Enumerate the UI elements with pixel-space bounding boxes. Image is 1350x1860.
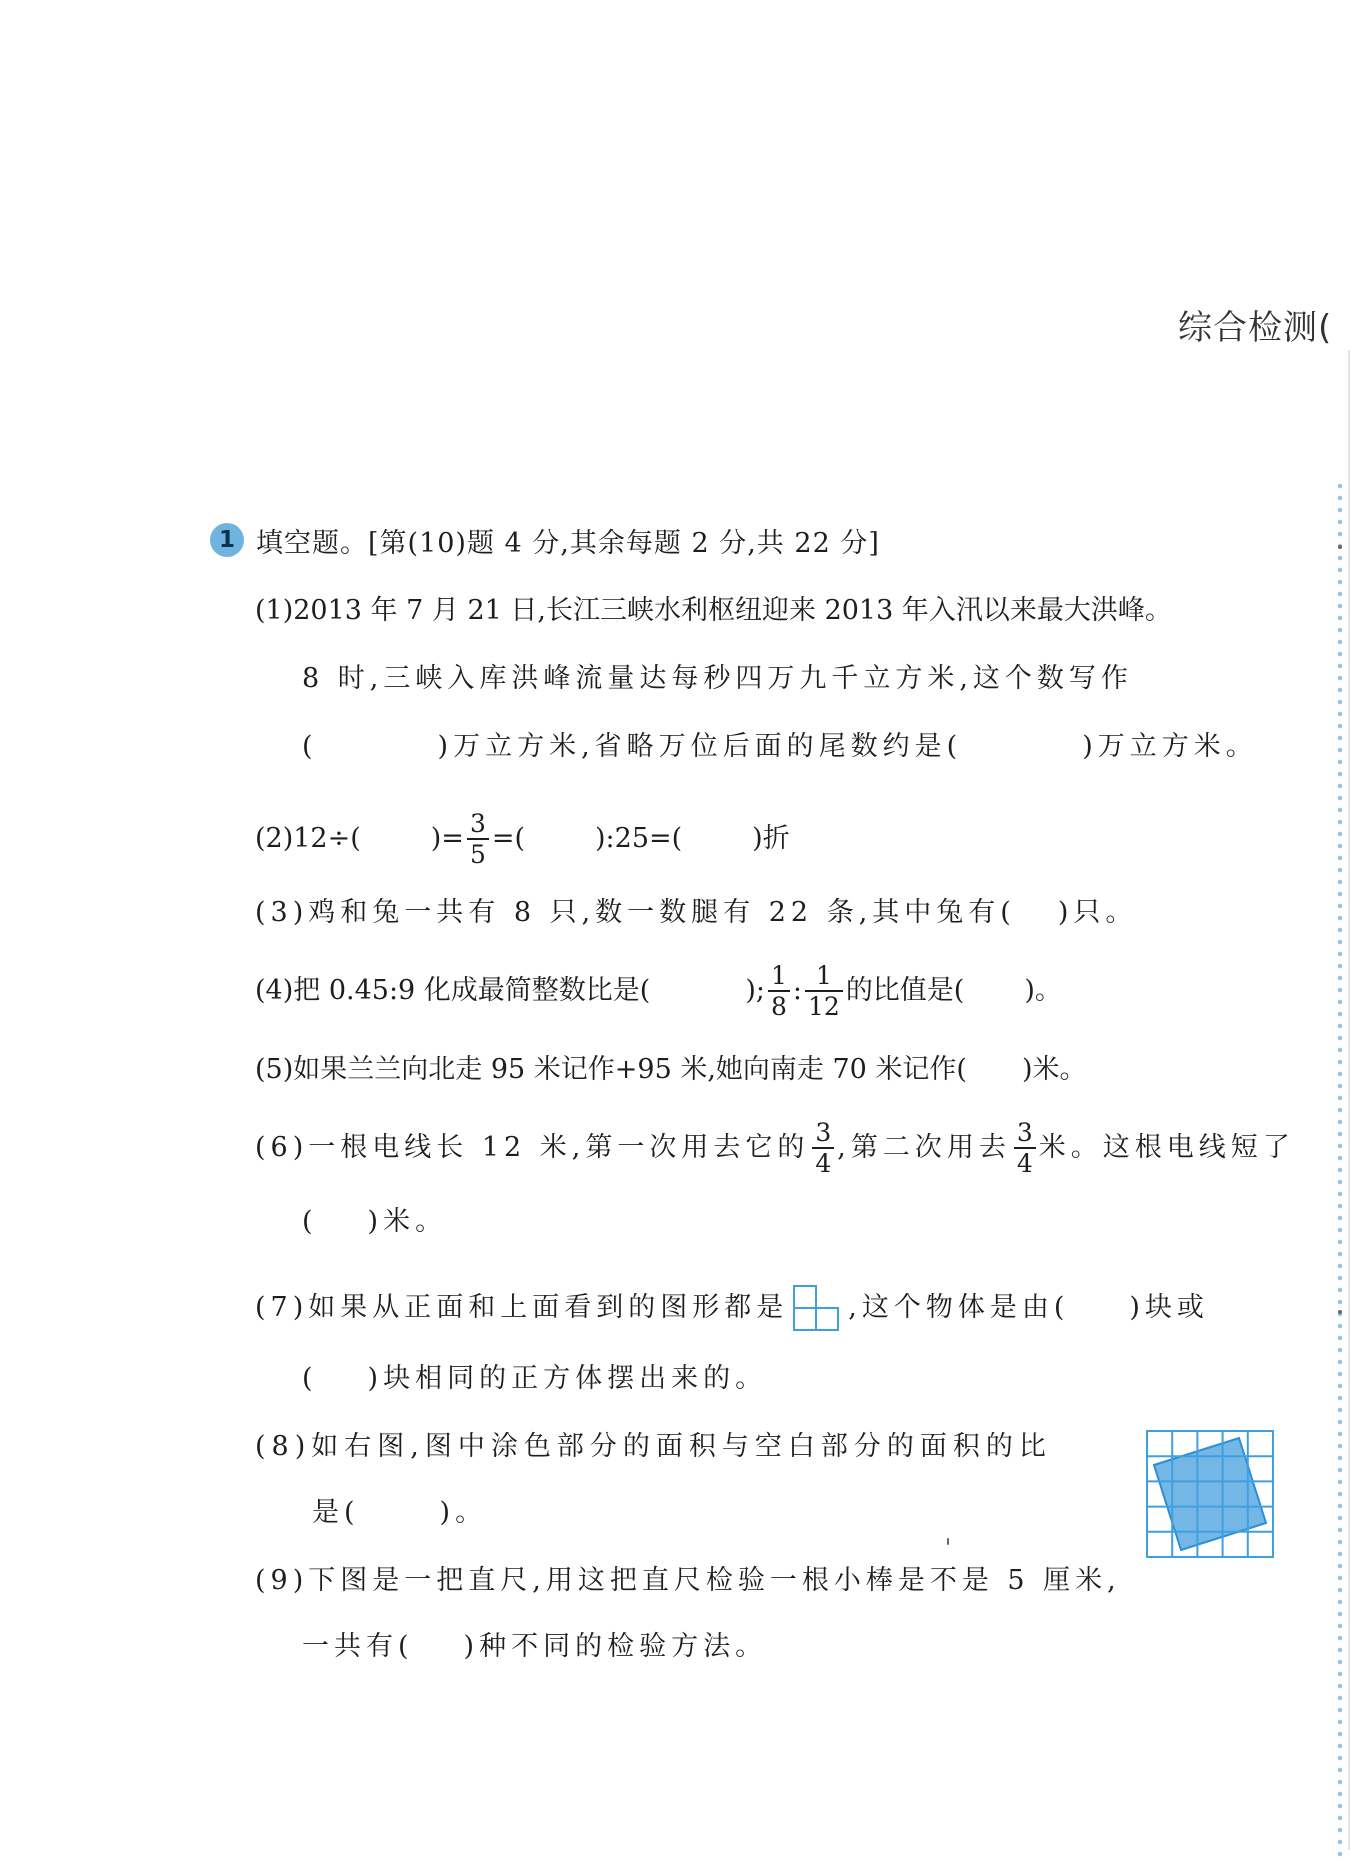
question-6-text-4: )米。 [367,1206,448,1237]
question-4-text-3: 的比值是( [845,975,965,1006]
question-7-line-2 [302,1359,767,1399]
paren-open: ( [302,1363,318,1394]
question-7-text-2: ,这个物体是由( [848,1292,1070,1323]
paren-open: ( [302,731,318,762]
question-2-text-2: )= [430,823,464,854]
question-6-text-2: ,第二次用去 [837,1132,1011,1163]
section-number-badge: 1 [210,523,244,557]
question-5-text-2: )米。 [1021,1054,1087,1085]
question-4 [255,958,1062,1024]
question-8-line-1 [255,1427,1052,1467]
speck [1338,1310,1342,1314]
question-1-line-3 [302,727,1258,767]
question-2-text-4: ):25=( [595,823,683,854]
speck [1338,545,1342,549]
question-2-text-5: )折 [752,823,790,854]
question-1-text-2: 8 时,三峡入库洪峰流量达每秒四万九千立方米,这个数写作 [302,663,1133,694]
question-8-text: (8)如右图,图中涂色部分的面积与空白部分的面积的比 [255,1431,1052,1462]
question-9-line-1 [255,1561,1121,1601]
question-1-text: (1)2013 年 7 月 21 日,长江三峡水利枢纽迎来 2013 年入汛以来最大洪峰。 [255,595,1172,626]
question-9-text: (9)下图是一把直尺,用这把直尺检验一根小棒是不是 5 厘米, [255,1565,1121,1596]
question-8-text-2: 是( [312,1497,360,1528]
question-7-line-1 [255,1282,1209,1334]
question-1-text-3: )万立方米,省略万位后面的尾数约是( [437,731,963,762]
fraction-numerator: 1 [815,961,832,990]
question-1-text-4: )万立方米。 [1082,731,1258,762]
fraction-denominator: 4 [1014,1147,1036,1176]
question-7-text-3: )块或 [1129,1292,1209,1323]
section-title: 填空题。[第(10)题 4 分,其余每题 2 分,共 22 分] [256,527,880,559]
page-title: 综合检测( [1178,308,1333,348]
shaded-square-grid-figure [1146,1430,1274,1558]
question-6-text-3: 米。这根电线短了 [1038,1132,1295,1163]
cube-view-figure [790,1283,846,1333]
question-8-line-2 [312,1493,487,1533]
fraction-numerator: 1 [770,961,787,990]
perforation-dots [1334,480,1346,1860]
question-8-text-3: )。 [439,1497,488,1528]
question-5 [255,1050,1087,1090]
question-7-text-4: )块相同的正方体摆出来的。 [367,1363,768,1394]
question-3-text-2: )只。 [1057,897,1138,928]
question-5-text: (5)如果兰兰向北走 95 米记作+95 米,她向南走 70 米记作( [255,1054,967,1085]
question-6-line-2 [302,1202,447,1242]
question-2-text-3: =( [491,823,526,854]
question-4-text: (4)把 0.45:9 化成最简整数比是( [255,975,651,1006]
fraction [768,963,790,1019]
ratio-colon: : [792,975,802,1006]
fraction [812,1120,834,1176]
fraction-denominator: 5 [467,838,489,867]
fraction-denominator: 12 [805,990,843,1019]
question-1-line-1 [255,591,1172,631]
fraction-numerator: 3 [469,809,486,838]
fraction-denominator: 8 [768,990,790,1019]
question-9-text-2: 一共有( [302,1631,414,1662]
fraction-numerator: 3 [815,1118,832,1147]
question-1-line-2 [302,659,1133,699]
fraction [467,811,489,867]
question-3-text: (3)鸡和兔一共有 8 只,数一数腿有 22 条,其中兔有( [255,897,1016,928]
question-2-text: (2)12÷( [255,823,361,854]
fraction-denominator: 4 [812,1147,834,1176]
fraction [1014,1120,1036,1176]
question-9-text-3: )种不同的检验方法。 [463,1631,768,1662]
fraction-numerator: 3 [1016,1118,1033,1147]
question-9-line-2 [302,1627,767,1667]
question-6-line-1 [255,1114,1295,1182]
question-2 [255,807,790,871]
question-4-text-4: )。 [1024,975,1062,1006]
question-4-text-2: ); [745,975,765,1006]
paren-open: ( [302,1206,318,1237]
fraction [805,963,843,1019]
question-6-text: (6)一根电线长 12 米,第一次用去它的 [255,1132,810,1163]
speck [947,1538,949,1545]
question-7-text: (7)如果从正面和上面看到的图形都是 [255,1292,789,1323]
section-header [210,520,880,560]
question-3 [255,893,1137,933]
